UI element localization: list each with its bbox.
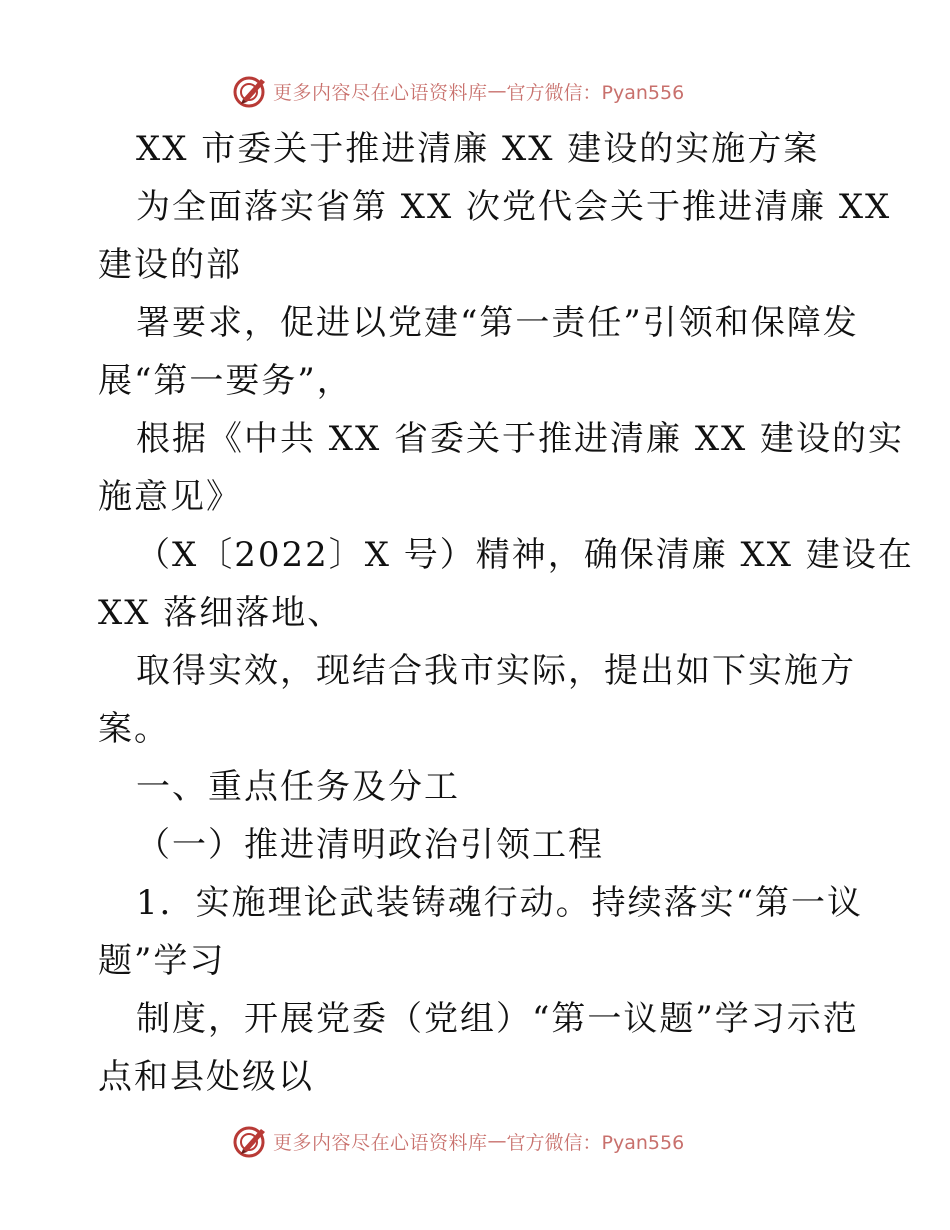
watermark-text: 更多内容尽在心语资料库 [273,81,488,104]
watermark-wechat: 官方微信：Pyan556 [506,1131,685,1154]
watermark-banner-bottom [233,1121,684,1161]
paragraph-line: 点和县处级以 [98,1057,314,1097]
paragraph-line: 施意见》 [98,477,242,517]
paragraph-line: 展“第一要务”， [98,361,353,401]
watermark-text: 更多内容尽在心语资料库 [273,1131,488,1154]
pen-logo-icon [233,73,269,109]
watermark-dash: — [487,1130,507,1152]
paragraph-line: 1．实施理论武装铸魂行动。持续落实“第一议 [136,883,864,923]
paragraph-line: （X〔2022〕X 号）精神，确保清廉 XX 建设在 [136,535,914,575]
paragraph-line: 案。 [98,709,170,749]
document-title: XX 市委关于推进清廉 XX 建设的实施方案 [136,129,820,169]
watermark-dash: — [487,80,507,102]
paragraph-line: 根据《中共 XX 省委关于推进清廉 XX 建设的实 [136,419,905,459]
watermark-wechat: 官方微信：Pyan556 [506,81,685,104]
section-heading: 一、重点任务及分工 [136,767,460,807]
subsection-heading: （一）推进清明政治引领工程 [136,825,604,865]
pen-logo-icon [233,1123,269,1159]
paragraph-line: 制度，开展党委（党组）“第一议题”学习示范 [136,999,859,1039]
paragraph-line: 为全面落实省第 XX 次党代会关于推进清廉 XX [136,187,892,227]
watermark-banner-top [233,71,684,111]
paragraph-line: 署要求，促进以党建“第一责任”引领和保障发 [136,303,859,343]
paragraph-line: 建设的部 [98,245,242,285]
paragraph-line: 题”学习 [98,941,226,981]
paragraph-line: XX 落细落地、 [98,593,344,633]
paragraph-line: 取得实效，现结合我市实际，提出如下实施方 [136,651,856,691]
